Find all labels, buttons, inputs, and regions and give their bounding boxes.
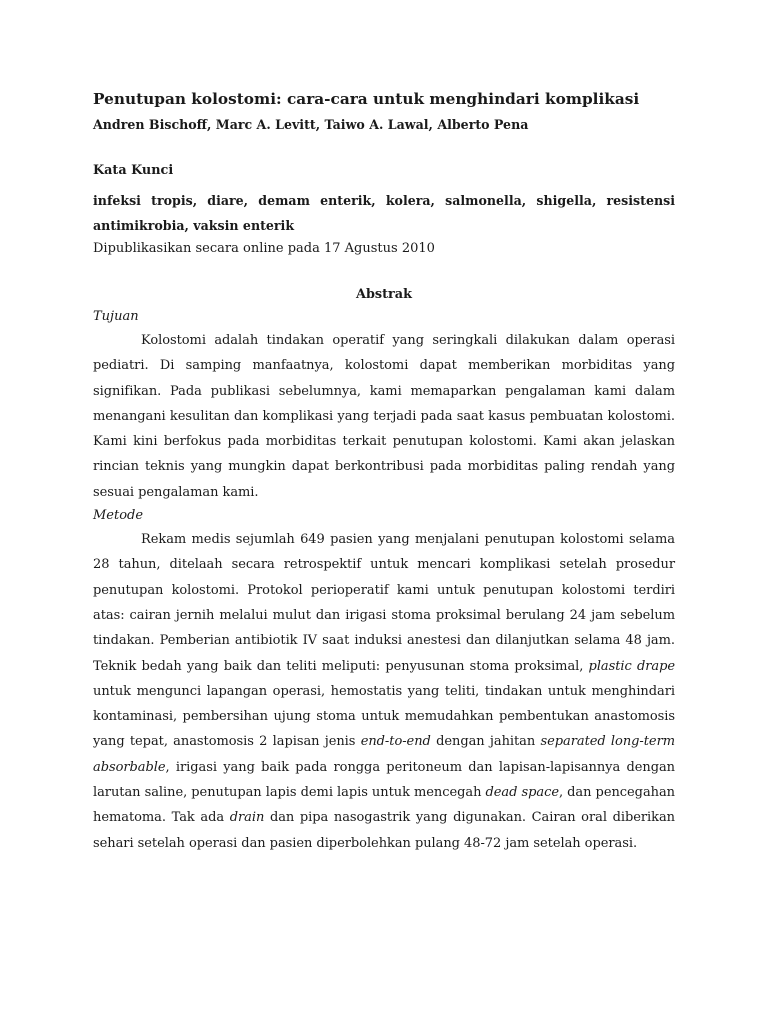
paper-body	[93, 88, 675, 856]
abstract-heading: Abstrak	[356, 287, 412, 302]
publication-date: Dipublikasikan secara online pada 17 Agustus 2010	[93, 241, 435, 256]
keywords-list: infeksi tropis, diare, demam enterik, kolera, salmonella, shigella, resistensi antimikrobia, vaksin enterik	[93, 193, 675, 233]
metode-text-1: Rekam medis sejumlah 649 pasien yang menjalani penutupan kolostomi selama 28 tahun, ditelaah secara retrospektif untuk mencari komplikasi setelah prosedur penutupan kolostomi. Protokol perioperatif kami untuk penutupan kolostomi terdiri atas: cairan jernih melalui mulut dan irigasi stoma proksimal berulang 24 jam sebelum tindakan. Pemberian antibiotik IV saat induksi anestesi dan dilanjutkan selama 48 jam. Teknik bedah yang baik dan teliti meliputi: penyusunan stoma proksimal,	[93, 532, 675, 674]
metode-text-2: untuk mengunci lapangan operasi, hemostatis yang teliti, tindakan untuk menghindari kontaminasi, pembersihan ujung stoma untuk memudahkan pembentukan anastomosis yang tepat, anastomosis 2 lapisan jenis	[93, 683, 675, 750]
term-end-to-end: end-to-end	[360, 734, 431, 750]
tujuan-paragraph: Kolostomi adalah tindakan operatif yang seringkali dilakukan dalam operasi pediatri. Di samping manfaatnya, kolostomi dapat memberikan morbiditas yang signifikan. Pada publikasi sebelumnya, kami memaparkan pengalaman kami dalam menangani kesulitan dan komplikasi yang terjadi pada saat kasus pembuatan kolostomi. Kami kini berfokus pada morbiditas terkait penutupan kolostomi. Kami akan jelaskan rincian teknis yang mungkin dapat berkontribusi pada morbiditas paling rendah yang sesuai pengalaman kami.	[93, 333, 675, 500]
keywords-heading: Kata Kunci	[93, 163, 174, 178]
metode-text-4: , irigasi yang baik pada rongga peritoneum dan lapisan-lapisannya dengan larutan saline, penutupan lapis demi lapis untuk mencegah	[93, 759, 675, 801]
section-label-tujuan: Tujuan	[93, 309, 139, 324]
metode-text-6: dan pipa nasogastrik yang digunakan. Cairan oral diberikan sehari setelah operasi dan pasien diperbolehkan pulang 48-72 jam setelah operasi.	[93, 810, 676, 851]
metode-text-3: dengan jahitan	[430, 734, 541, 750]
author-list: Andren Bischoff, Marc A. Levitt, Taiwo A. Lawal, Alberto Pena	[93, 117, 529, 132]
metode-text-5: , dan pencegahan hematoma. Tak ada	[93, 785, 675, 826]
metode-paragraph	[93, 527, 675, 856]
term-dead-space: dead space	[485, 785, 559, 801]
term-plastic-drape: plastic drape	[588, 658, 676, 674]
term-drain: drain	[229, 810, 265, 826]
section-label-metode: Metode	[93, 508, 144, 524]
term-separated-absorbable: separated long-term absorbable	[93, 734, 676, 775]
paper-title: Penutupan kolostomi: cara-cara untuk menghindari komplikasi	[93, 90, 640, 108]
